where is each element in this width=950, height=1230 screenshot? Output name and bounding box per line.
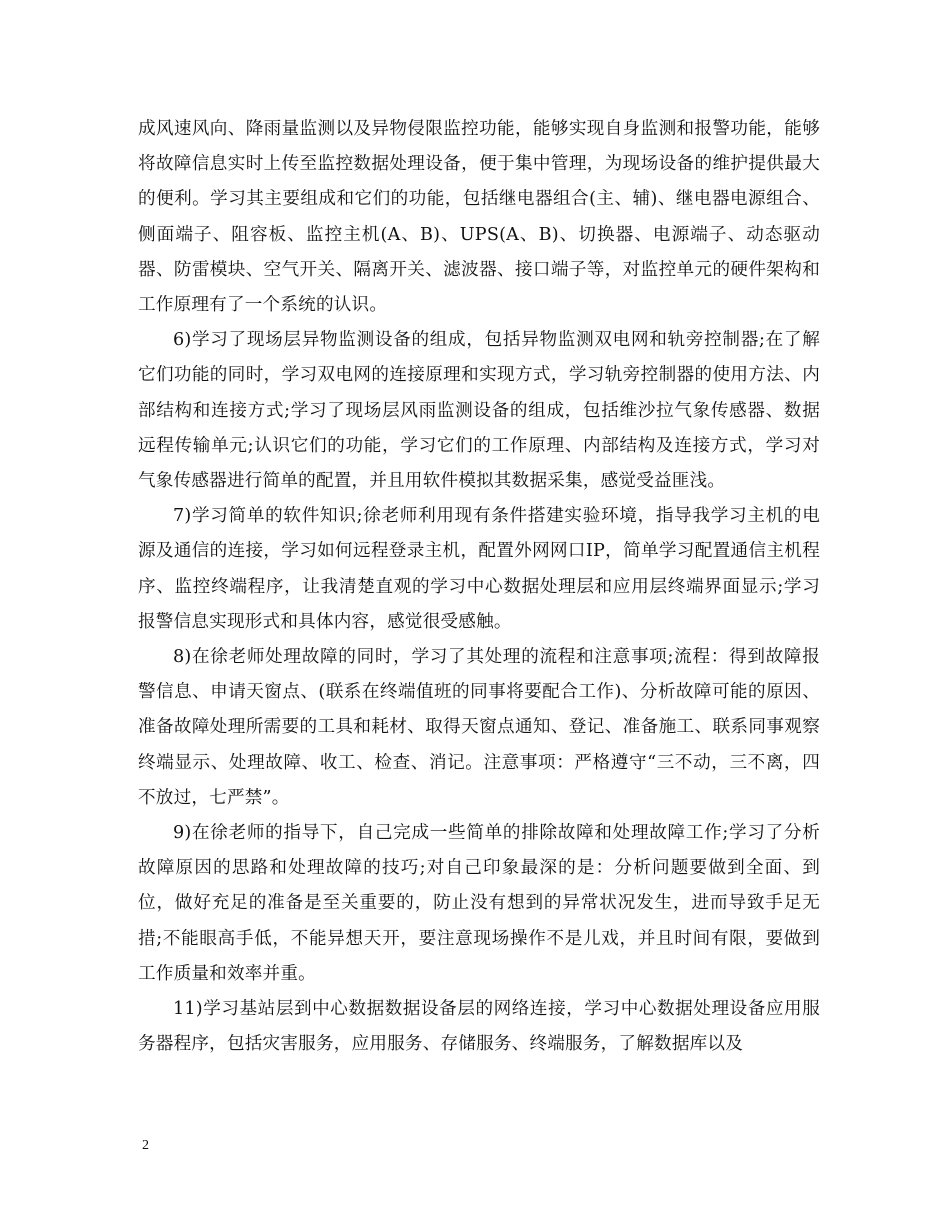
paragraph-item-6: 6)学习了现场层异物监测设备的组成，包括异物监测双电网和轨旁控制器;在了解它们功能的同时，学习双电网的连接原理和实现方式，学习轨旁控制器的使用方法、内部结构和连接方式;学习了现场层风雨监测设备的组成，包括维沙拉气象传感器、数据远程传输单元;认识它们的功能，学习它们的工作原理、内部结构及连接方式，学习对气象传感器进行简单的配置，并且用软件模拟其数据采集，感觉受益匪浅。 xyxy=(138,330,820,492)
paragraph-item-8: 8)在徐老师处理故障的同时，学习了其处理的流程和注意事项;流程：得到故障报警信息、申请天窗点、(联系在终端值班的同事将要配合工作)、分析故障可能的原因、准备故障处理所需要的工具和耗材、取得天窗点通知、登记、准备施工、联系同事观察终端显示、处理故障、收工、检查、消记。注意事项：严格遵守“三不动，三不离，四不放过，七严禁”。 xyxy=(138,647,820,808)
paragraph-item-7: 7)学习简单的软件知识;徐老师利用现有条件搭建实验环境，指导我学习主机的电源及通信的连接，学习如何远程登录主机，配置外网网口IP，简单学习配置通信主机程序、监控终端程序，让我清楚直观的学习中心数据处理层和应用层终端界面显示;学习报警信息实现形式和具体内容，感觉很受感触。 xyxy=(138,506,820,632)
document-body xyxy=(138,112,820,1062)
paragraph-item-9: 9)在徐老师的指导下，自己完成一些简单的排除故障和处理故障工作;学习了分析故障原因的思路和处理故障的技巧;对自己印象最深的是：分析问题要做到全面、到位，做好充足的准备是至关重要的，防止没有想到的异常状况发生，进而导致手足无措;不能眼高手低，不能异想天开，要注意现场操作不是儿戏，并且时间有限，要做到工作质量和效率并重。 xyxy=(138,823,820,984)
paragraph-item-11: 11)学习基站层到中心数据数据设备层的网络连接，学习中心数据处理设备应用服务器程序，包括灾害服务，应用服务、存储服务、终端服务，了解数据库以及 xyxy=(138,999,820,1055)
paragraph-continuation: 成风速风向、降雨量监测以及异物侵限监控功能，能够实现自身监测和报警功能，能够将故障信息实时上传至监控数据处理设备，便于集中管理，为现场设备的维护提供最大的便利。学习其主要组成和它们的功能，包括继电器组合(主、辅)、继电器电源组合、侧面端子、阻容板、监控主机(A、B)、UPS(A、B)、切换器、电源端子、动态驱动器、防雷模块、空气开关、隔离开关、滤波器、接口端子等，对监控单元的硬件架构和工作原理有了一个系统的认识。 xyxy=(138,119,820,316)
page-number: 2 xyxy=(142,1138,149,1153)
